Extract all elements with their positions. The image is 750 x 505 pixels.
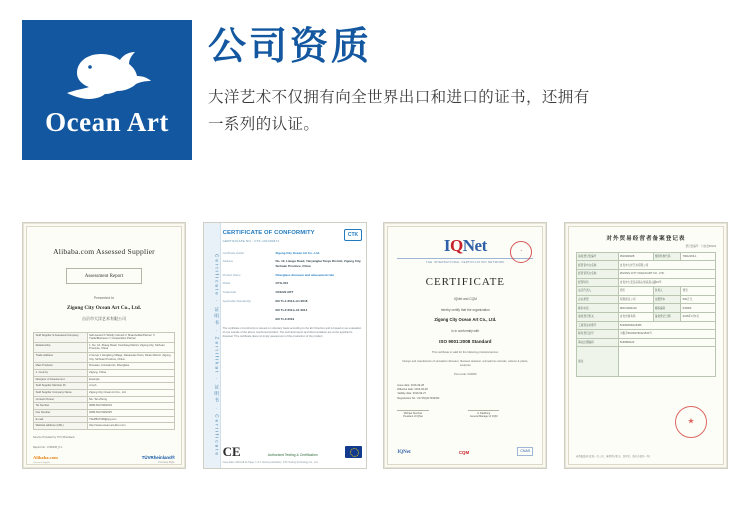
registration-number: 登记表编号：川自贡00123 — [685, 245, 716, 249]
table-row: 海关注册编码 5130960123 — [576, 338, 715, 347]
issue-date: Issue date: 2016-09-28 — [397, 384, 424, 388]
official-red-seal-icon — [675, 406, 707, 438]
scope-detail: Design and manufacture of simulation dinosaur, dinosaur skeleton, animatronic animals, cartoon & plants, sculpture — [402, 360, 529, 368]
table-row: Contact Person Ms. Tan Zhong — [34, 396, 175, 403]
signatory-name: Li XiaoDong — [468, 410, 499, 415]
eu-flag-icon — [345, 446, 362, 458]
assessment-details-table — [33, 332, 175, 430]
presented-to-label: Presented to — [93, 296, 115, 301]
certificate-footer: 商务部监制 (此表一式三份，备案登记机关、经营者、海关各留存一份) — [575, 454, 650, 458]
red-seal-icon: ★ — [510, 241, 532, 263]
certificate-card-iqnet[interactable] — [383, 222, 547, 469]
issuer-line-1: IQNet and CQM — [453, 296, 477, 301]
cqm-mark: CQM — [458, 449, 470, 455]
company-name-en: Zigong City Ocean Art Co., Ltd. — [66, 305, 142, 312]
dinosaur-logo-icon — [59, 43, 155, 101]
table-row: Tel Number 0086-813-5002219 — [34, 403, 175, 410]
table-row: Main Products Dinosaur, Animatronic, Fiberglass — [34, 363, 175, 370]
table-row: 法定代表人 谭忠 负责人 谭忠 — [576, 287, 715, 296]
table-row: Trade Address 2 Group 1 Hongfeng Village, Dasanxiao Town, Da'an District, Zigong City, Sichuan Province, China — [34, 352, 175, 362]
page-header — [0, 0, 750, 205]
table-row: Sold Supplier Member ID cnoyh — [34, 383, 175, 390]
list-item: Model OYG-001 — [222, 281, 289, 286]
effective-date: Effective date: 2016-09-28 — [397, 388, 428, 392]
tuv-rheinland-logo: TÜVRheinland® Precisely Right. — [141, 454, 175, 464]
ce-mark-icon: CE — [222, 443, 241, 459]
certificate-title: 对外贸易经营者备案登记表 — [606, 236, 686, 242]
list-item: EN 71-3:2019 — [275, 316, 295, 321]
list-item: Address No. 10, Liangu Road, Yanyangba Taoyu District, Zigong City, Sichuan Province, China — [222, 259, 362, 268]
table-row: Sold Supplier & Assessed Company Self-owned ☑ Wholly Owned ☑ Shareholder/Partner ☐ Trade/Business ☐ Cooperation Partner — [34, 332, 175, 342]
company-name-cn: 自贡市大洋艺术有限公司 — [82, 315, 126, 321]
network-subtitle: THE INTERNATIONAL CERTIFICATION NETWORK — [426, 261, 505, 264]
table-row: Relationship 1. No. 10, Zhang Road, Yanchang District, Zigong City, Sichuan Province, China — [34, 342, 175, 352]
table-row: Designer of Assessment Example — [34, 376, 175, 383]
signatory-name: Michael Drechsel — [397, 410, 428, 415]
table-row: 备案登记机关 自贡市商务局 备案登记日期 2015年3月6日 — [576, 313, 715, 322]
page-subtitle: 大洋艺术不仅拥有向全世界出口和进口的证书，还拥有一系列的认证。 — [208, 87, 590, 133]
conformity-paragraph: The certificate of conformity is issued on voluntary basis according to the EC Directive and is based on an evaluation of one sample of the above mentioned product. The technical report and documentation are at the applicant's disposal. This certificate does not imply assessment of the production of the product. — [222, 327, 362, 339]
table-row: Sold Supplier Company Name Zigong City Ocean Art Co., Ltd. — [34, 389, 175, 396]
brand-logo-block — [22, 20, 192, 160]
header-text-block — [208, 26, 708, 138]
signatory-role: General Manager of CQM — [469, 415, 498, 419]
ctk-mark-icon: CTK — [344, 229, 361, 241]
signature-block — [397, 410, 533, 419]
alibaba-logo: Alibaba.com Assessed Supplier — [33, 454, 58, 464]
certificate-number: CERTIFICATE NO.: CTK-191300471 — [222, 239, 280, 244]
table-row: 备注 — [576, 347, 715, 377]
registration-table — [576, 252, 716, 377]
certificate-dates — [397, 384, 533, 401]
table-row: 经营者中文名称 自贡市大洋艺术有限公司 — [576, 261, 715, 270]
service-provider-note: Service Provided by TUV Rheinland — [33, 436, 75, 440]
accreditation-marks — [397, 447, 533, 456]
signatory-role: President of IQNet — [403, 415, 423, 419]
certificate-side-banner: Certificate · 证明书 · Zertifikat · 证明书 · Certificate — [204, 223, 221, 468]
certificate-title: Alibaba.com Assessed Supplier — [53, 247, 155, 256]
certificate-card-alibaba[interactable] — [22, 222, 186, 469]
table-row: Fax Number 0086-813-5002225 — [34, 409, 175, 416]
issuer-line-2: hereby certify that the organization — [440, 307, 490, 312]
table-row: 企业类型 有限责任公司 注册资本 500万元 — [576, 295, 715, 304]
list-item: Applicable Standard(s) EN 71-1:2014+A1:2018 — [222, 299, 308, 304]
certificate-title: CERTIFICATE OF CONFORMITY — [222, 230, 315, 236]
table-row: 工商营业执照号 510300000123456 — [576, 321, 715, 330]
post-code: Post code: 643000 — [454, 373, 477, 377]
table-row: 税务登记证号 川税字510302790121531号 — [576, 330, 715, 339]
list-item: Trademark OCEAN ART — [222, 290, 294, 295]
table-row: Website Address (URL) http://www.ocean-art-dino.com — [34, 423, 175, 430]
registration-number: Registration No.: 01715Q21749R1M — [397, 396, 440, 400]
table-row: 1. Country Zigong, China — [34, 369, 175, 376]
scope-line: This certificate is valid for the following products/service: — [431, 350, 499, 354]
brand-wordmark: Ocean Art — [45, 106, 169, 137]
conformity-fields — [223, 251, 362, 322]
table-row: 备案登记表编号 0510300028 组织机构代码 79012153-1 — [576, 252, 715, 261]
table-row: 经营者英文名称 ZIGONG CITY OCEAN ART CO., LTD. — [576, 270, 715, 279]
company-name: Zigong City Ocean Art Co., Ltd. — [434, 317, 497, 323]
cnas-mark: CNAS — [517, 447, 533, 456]
certificate-heading: CERTIFICATE — [425, 275, 506, 288]
testing-authority-mark: Authorized Testing & Certification — [267, 453, 318, 458]
conformity-line: is in conformity with — [451, 329, 480, 334]
assessment-report-badge: Assessment Report — [66, 268, 142, 284]
report-number: Report No.: 4700235_P-1 — [33, 445, 63, 449]
validity-date: Validity date: 2019-09-27 — [397, 392, 426, 396]
certificates-row — [0, 222, 750, 469]
certificate-card-conformity[interactable] — [203, 222, 367, 469]
list-item: Certificate Holder Zigong City Ocean Art Co., Ltd. — [222, 250, 320, 255]
table-row: 联系电话 0813-5002219 邮政编码 643000 — [576, 304, 715, 313]
certificate-footer: Issue Date: 2019-08-21 Page: 1 of 1 Testing Laboratory: CTK Testing Technology Co., Ltd. — [222, 460, 319, 464]
table-row: E-mail TAH8817299@qq.com — [34, 416, 175, 423]
iqnet-logo: IQNet — [443, 236, 487, 255]
list-item: EN 71-2:2011+A1:2014 — [275, 307, 308, 312]
certificate-card-foreign-trade[interactable] — [564, 222, 728, 469]
table-row: 经营场所 自贡市大安区凉高山街凉高山路10号 — [576, 278, 715, 287]
iqnet-mark: IQNet — [397, 449, 411, 455]
standard-name: ISO 9001:2008 Standard — [439, 339, 492, 345]
list-item: Product Name Fiberglass dinosaur and amusement ride — [222, 272, 334, 277]
page-title: 公司资质 — [208, 24, 373, 68]
